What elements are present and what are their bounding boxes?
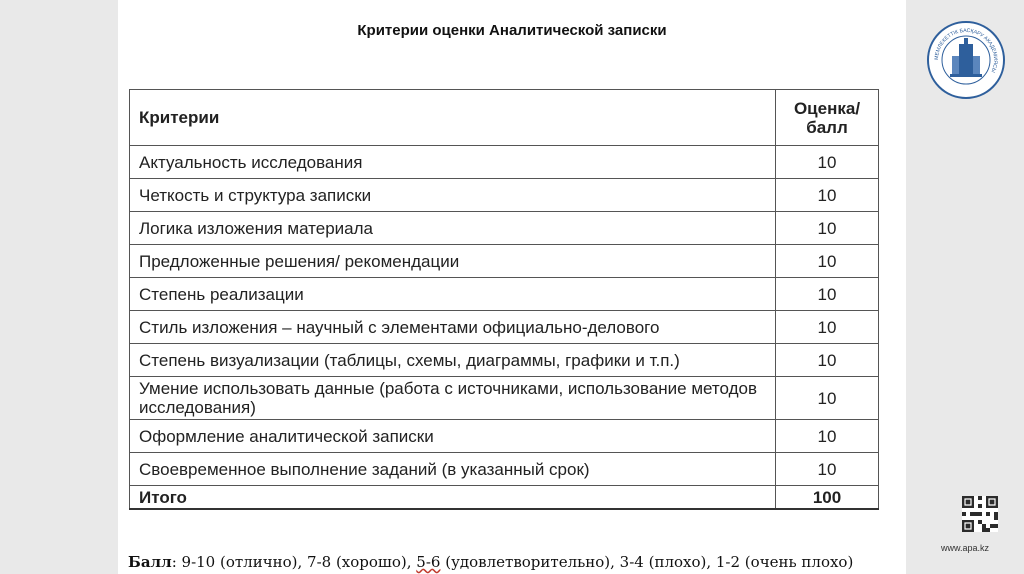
criterion-cell: Стиль изложения – научный с элементами официально-делового — [130, 311, 776, 344]
criterion-cell: Степень реализации — [130, 278, 776, 311]
criterion-cell: Своевременное выполнение заданий (в указанный срок) — [130, 453, 776, 486]
total-row — [130, 486, 879, 510]
score-cell: 10 — [776, 377, 879, 420]
website-url: www.apa.kz — [940, 543, 990, 553]
table-header-row — [130, 90, 879, 146]
table-row — [130, 179, 879, 212]
seal-text: МЕМЛЕКЕТТІК БАСҚАРУ АКАДЕМИЯСЫ — [933, 27, 999, 74]
score-cell: 10 — [776, 344, 879, 377]
table-row — [130, 377, 879, 420]
side-panel — [906, 0, 1024, 574]
slide — [118, 0, 906, 574]
score-cell: 10 — [776, 212, 879, 245]
score-scale-text-2: (удовлетворительно), 3-4 (плохо), 1-2 (очень плохо) — [440, 553, 854, 571]
score-scale-underlined: 5-6 — [416, 553, 441, 571]
score-cell: 10 — [776, 179, 879, 212]
qr-code-icon — [962, 496, 998, 532]
criterion-cell: Логика изложения материала — [130, 212, 776, 245]
criterion-cell: Степень визуализации (таблицы, схемы, диаграммы, графики и т.п.) — [130, 344, 776, 377]
table-row — [130, 453, 879, 486]
table-row — [130, 420, 879, 453]
table-row — [130, 146, 879, 179]
criteria-table — [129, 89, 879, 510]
score-cell: 10 — [776, 146, 879, 179]
header-criterion: Критерии — [130, 90, 776, 146]
criterion-cell: Предложенные решения/ рекомендации — [130, 245, 776, 278]
score-scale-label: Балл — [128, 553, 172, 571]
header-score: Оценка/ балл — [776, 90, 879, 146]
criterion-cell: Умение использовать данные (работа с источниками, использование методов исследования) — [130, 377, 776, 420]
criterion-cell: Четкость и структура записки — [130, 179, 776, 212]
slide-title: Критерии оценки Аналитической записки — [357, 22, 667, 39]
criterion-cell: Актуальность исследования — [130, 146, 776, 179]
total-label: Итого — [130, 486, 776, 510]
criterion-cell: Оформление аналитической записки — [130, 420, 776, 453]
score-cell: 10 — [776, 453, 879, 486]
table-row — [130, 245, 879, 278]
table-row — [130, 278, 879, 311]
academy-seal-icon — [926, 20, 1006, 100]
total-score: 100 — [776, 486, 879, 510]
score-scale-note — [128, 553, 853, 571]
score-cell: 10 — [776, 245, 879, 278]
score-cell: 10 — [776, 420, 879, 453]
score-cell: 10 — [776, 278, 879, 311]
score-scale-text-1: : 9-10 (отлично), 7-8 (хорошо), — [171, 553, 417, 571]
table-row — [130, 311, 879, 344]
table-row — [130, 212, 879, 245]
table-row — [130, 344, 879, 377]
score-cell: 10 — [776, 311, 879, 344]
